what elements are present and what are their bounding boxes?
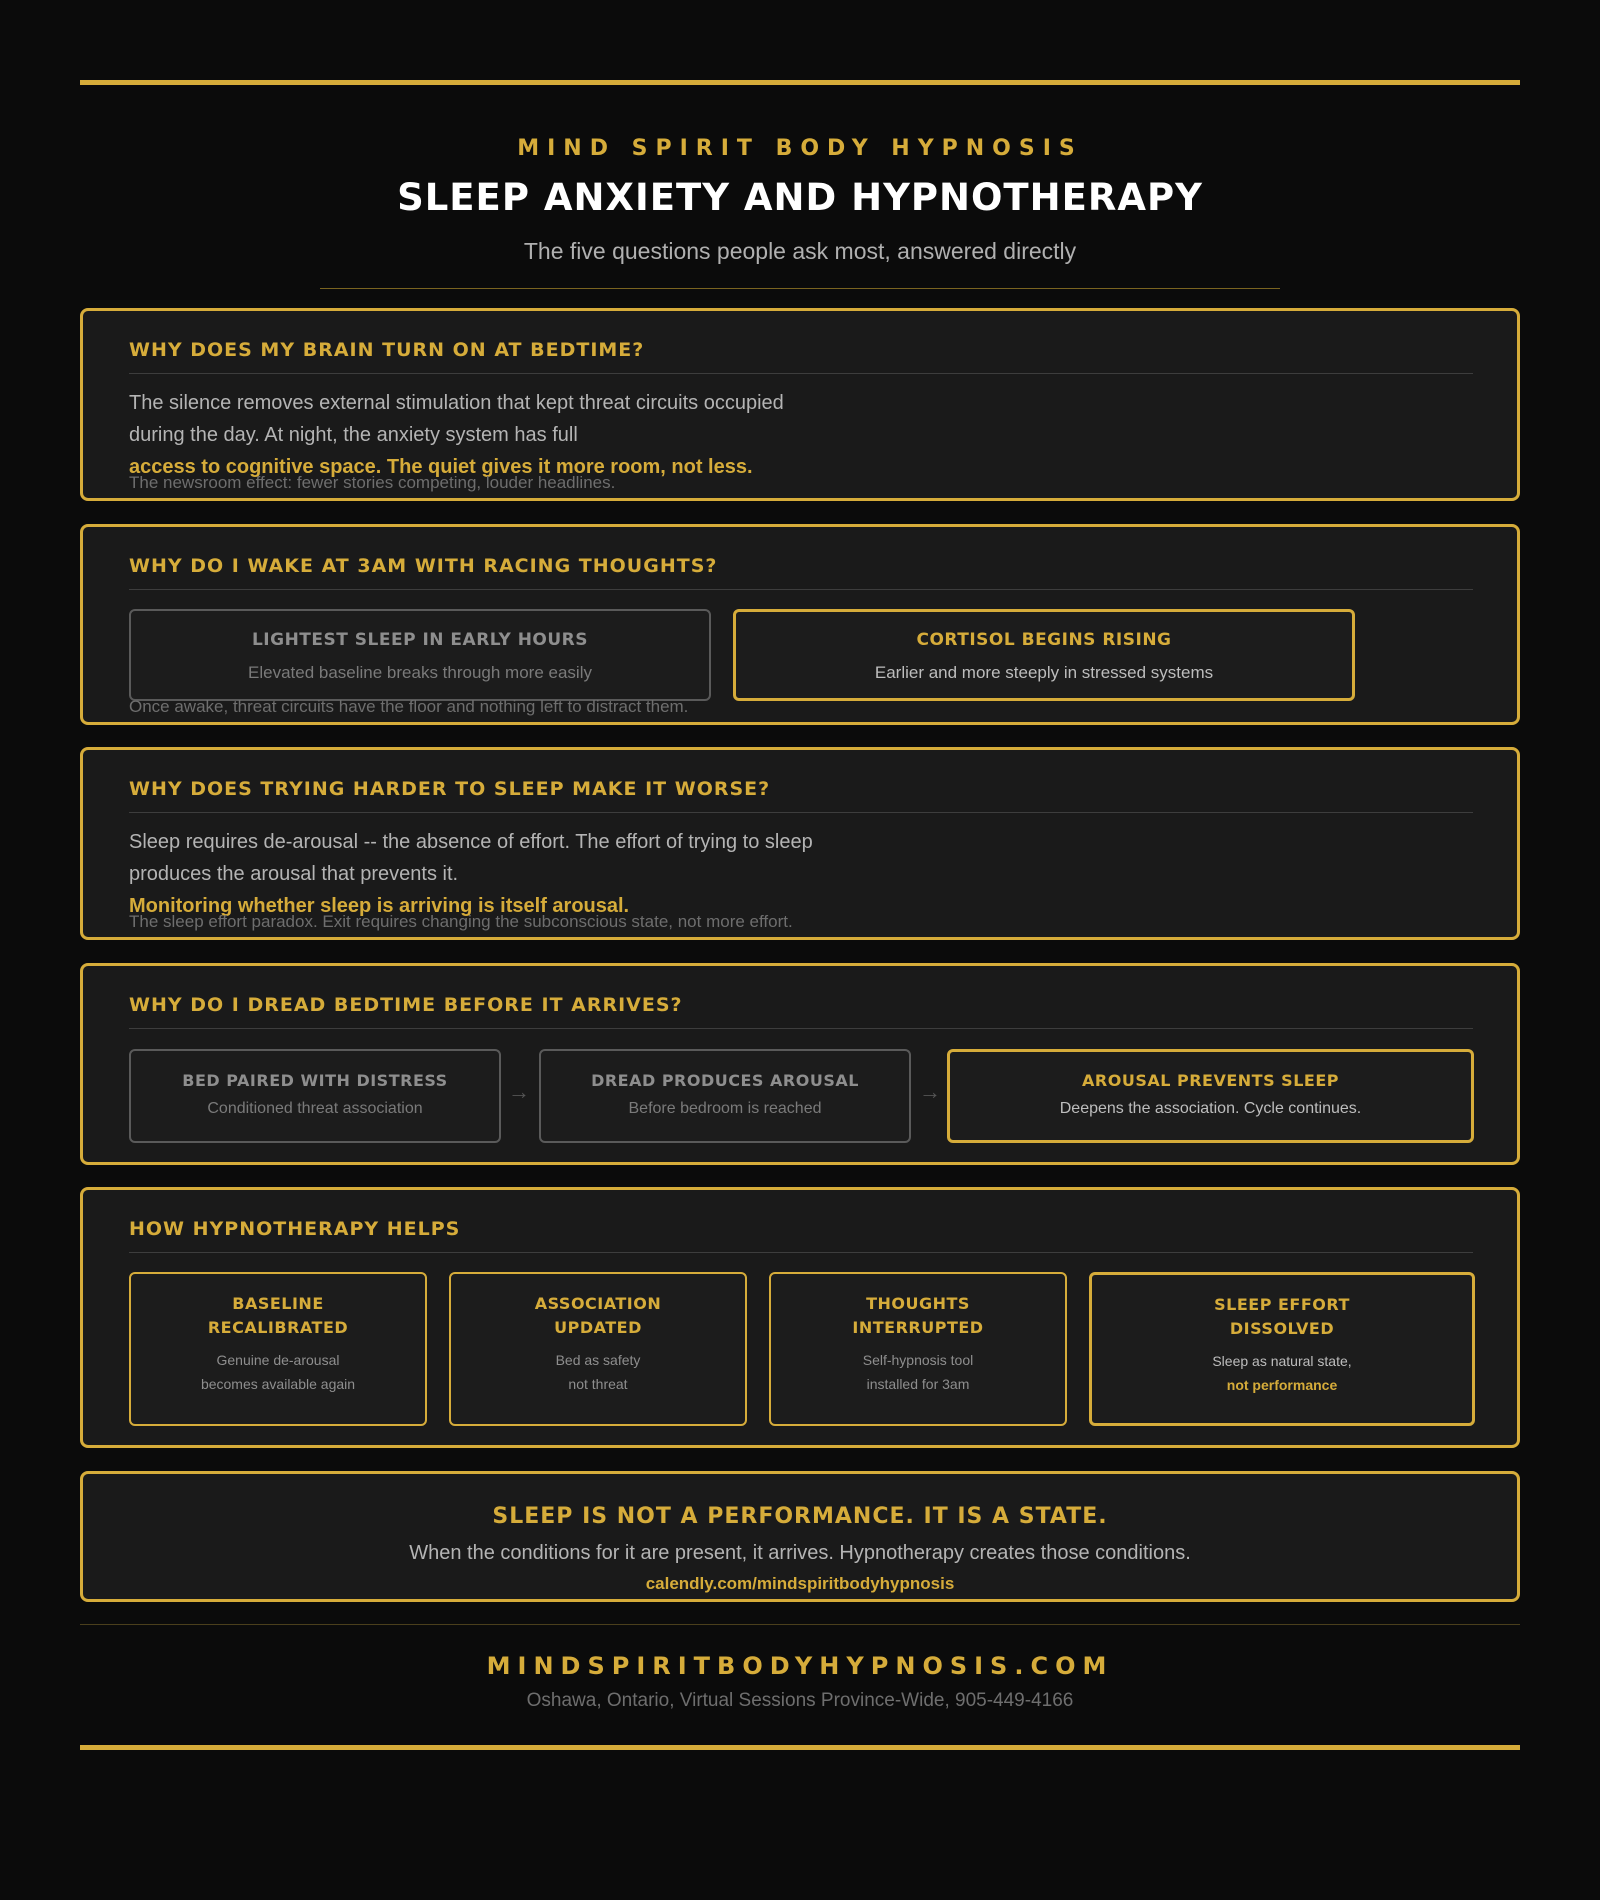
footer-divider [80, 1624, 1520, 1625]
tile-title [451, 1292, 745, 1340]
question-card-trying-harder [80, 747, 1520, 940]
page-title: SLEEP ANXIETY AND HYPNOTHERAPY [397, 176, 1203, 219]
header-divider [320, 288, 1280, 289]
cycle-step-dread-arousal [539, 1049, 911, 1143]
hypnotherapy-helps-card [80, 1187, 1520, 1448]
tile-desc-line: Sleep as natural state, [1212, 1353, 1352, 1369]
step-desc: Deepens the association. Cycle continues. [1059, 1100, 1362, 1117]
tile-desc-highlight: not performance [1226, 1377, 1338, 1393]
tile-desc [771, 1348, 1065, 1396]
question-card-brain-bedtime [80, 308, 1520, 501]
question-card-wake-3am [80, 524, 1520, 725]
question-card-dread-bedtime [80, 963, 1520, 1165]
paragraph-text: The silence removes external stimulation that kept threat circuits occupied during the day. At night, the anxiety system has full [129, 392, 784, 446]
tile-desc-line: not threat [568, 1376, 628, 1392]
website-link[interactable]: MINDSPIRITBODYHYPNOSIS.COM [486, 1652, 1114, 1680]
benefit-tile-baseline [129, 1272, 427, 1426]
step-desc: Before bedroom is reached [628, 1100, 822, 1117]
tile-title [771, 1292, 1065, 1340]
card-heading: WHY DOES MY BRAIN TURN ON AT BEDTIME? [129, 339, 645, 361]
tile-desc-line: becomes available again [200, 1376, 356, 1392]
tile-title-line: THOUGHTS [866, 1294, 970, 1313]
tile-title-line: SLEEP EFFORT [1214, 1295, 1350, 1314]
step-title: DREAD PRODUCES AROUSAL [591, 1071, 859, 1090]
tile-desc-line: Self-hypnosis tool [862, 1352, 974, 1368]
step-title: BED PAIRED WITH DISTRESS [182, 1071, 448, 1090]
card-footnote: The sleep effort paradox. Exit requires changing the subconscious state, not more effort. [129, 912, 793, 931]
benefit-tile-association [449, 1272, 747, 1426]
tile-title-line: ASSOCIATION [534, 1294, 662, 1313]
card-heading: HOW HYPNOTHERAPY HELPS [129, 1218, 461, 1240]
cycle-step-bed-paired [129, 1049, 501, 1143]
contact-info: Oshawa, Ontario, Virtual Sessions Province-Wide, 905-449-4166 [526, 1690, 1074, 1711]
cycle-step-arousal-prevents-sleep [947, 1049, 1474, 1143]
cta-heading: SLEEP IS NOT A PERFORMANCE. IT IS A STATE. [492, 1504, 1108, 1529]
benefit-tile-sleep-effort [1089, 1272, 1475, 1426]
booking-link[interactable]: calendly.com/mindspiritbodyhypnosis [645, 1574, 955, 1593]
tile-title-line: UPDATED [554, 1318, 642, 1337]
tile-desc [1092, 1349, 1472, 1397]
factor-desc: Earlier and more steeply in stressed systems [874, 663, 1214, 682]
paragraph-highlight: Monitoring whether sleep is arriving is itself arousal. [129, 895, 630, 917]
card-paragraph [129, 387, 829, 483]
page-subtitle: The five questions people ask most, answered directly [523, 238, 1077, 264]
tile-title-line: INTERRUPTED [852, 1318, 984, 1337]
card-divider [129, 1028, 1473, 1029]
factor-title: CORTISOL BEGINS RISING [916, 630, 1172, 650]
bottom-gold-rule [80, 1745, 1520, 1750]
tile-desc-line: Genuine de-arousal [216, 1352, 340, 1368]
paragraph-text: Sleep requires de-arousal -- the absence of effort. The effort of trying to sleep produces the arousal that prevents it. [129, 831, 813, 885]
tile-desc [131, 1348, 425, 1396]
step-title: AROUSAL PREVENTS SLEEP [1082, 1071, 1339, 1090]
card-heading: WHY DOES TRYING HARDER TO SLEEP MAKE IT WORSE? [129, 778, 771, 800]
cta-card [80, 1471, 1520, 1602]
benefit-tile-thoughts [769, 1272, 1067, 1426]
cta-body: When the conditions for it are present, it arrives. Hypnotherapy creates those conditions. [409, 1542, 1191, 1564]
factor-title: LIGHTEST SLEEP IN EARLY HOURS [251, 630, 589, 650]
tile-title-line: RECALIBRATED [207, 1318, 349, 1337]
step-desc: Conditioned threat association [207, 1100, 423, 1117]
tile-desc-line: installed for 3am [866, 1376, 970, 1392]
tile-title [1092, 1293, 1472, 1341]
tile-title-line: DISSOLVED [1229, 1319, 1335, 1338]
tile-title-line: BASELINE [232, 1294, 324, 1313]
card-divider [129, 373, 1473, 374]
tile-desc-line: Bed as safety [555, 1352, 641, 1368]
tile-desc [451, 1348, 745, 1396]
brand-name: MIND SPIRIT BODY HYPNOSIS [517, 136, 1083, 161]
card-heading: WHY DO I WAKE AT 3AM WITH RACING THOUGHTS? [129, 555, 718, 577]
arrow-right-icon: → [508, 1079, 530, 1104]
paragraph-highlight: access to cognitive space. The quiet gives it more room, not less. [129, 456, 753, 478]
card-footnote: The newsroom effect: fewer stories competing, louder headlines. [129, 473, 616, 492]
arrow-right-icon: → [919, 1079, 941, 1104]
factor-box-lightest-sleep [129, 609, 711, 701]
card-heading: WHY DO I DREAD BEDTIME BEFORE IT ARRIVES? [129, 994, 683, 1016]
card-divider [129, 1252, 1473, 1253]
factor-desc: Elevated baseline breaks through more easily [248, 663, 592, 682]
card-paragraph [129, 826, 829, 922]
tile-title [131, 1292, 425, 1340]
factor-box-cortisol [733, 609, 1355, 701]
card-divider [129, 589, 1473, 590]
top-gold-rule [80, 80, 1520, 85]
card-divider [129, 812, 1473, 813]
card-footnote: Once awake, threat circuits have the floor and nothing left to distract them. [129, 697, 689, 716]
